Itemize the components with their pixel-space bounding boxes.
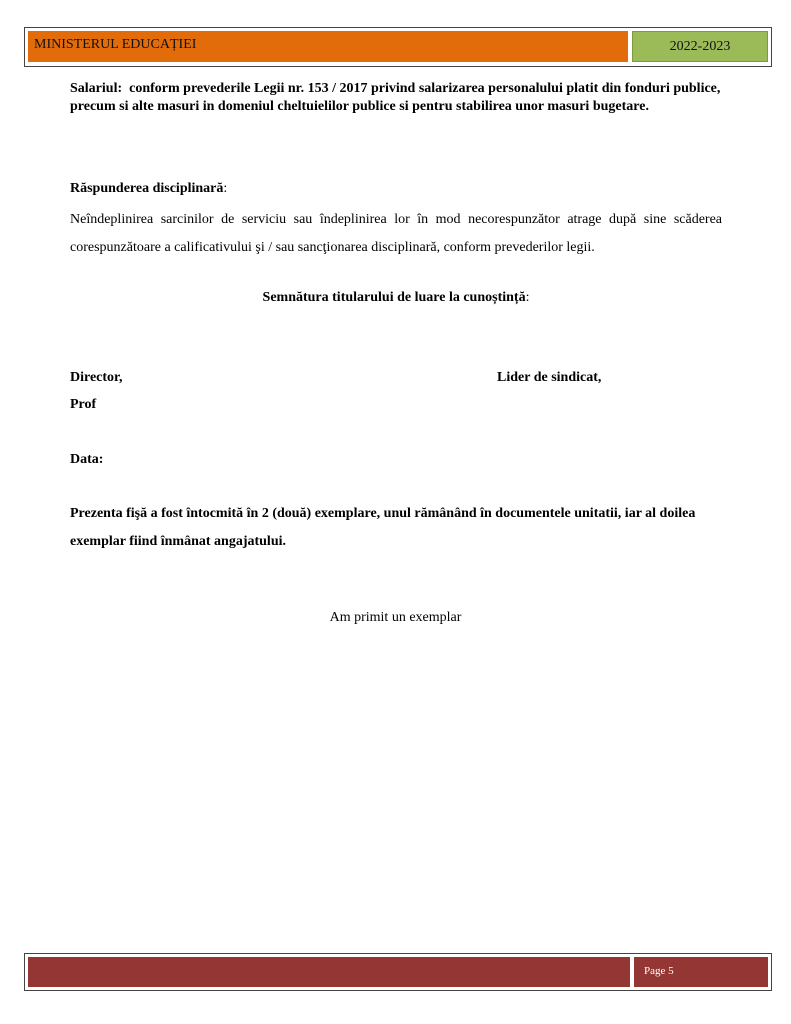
data-label: Data: [70, 452, 104, 467]
salariul-paragraph [70, 80, 722, 116]
header-year: 2022-2023 [632, 31, 768, 62]
prof-label: Prof [70, 397, 97, 412]
header-ministry: MINISTERUL EDUCAȚIEI [28, 31, 628, 62]
am-primit-text: Am primit un exemplar [329, 610, 462, 625]
prezenta-paragraph: Prezenta fişă a fost întocmită în 2 (două) exemplare, unul rămânând în documentele unitatii, iar al doilea exemplar fiind înmânat angajatului. [70, 506, 696, 549]
semnatura-line [70, 289, 722, 307]
lider-sindicat-label: Lider de sindicat, [497, 370, 602, 385]
raspundere-colon: : [223, 181, 228, 196]
semnatura-label: Semnătura titularului de luare la cunoștință [262, 290, 526, 305]
footer-bar [28, 957, 630, 987]
salariul-label: Salariul: [70, 81, 123, 96]
page-number: Page 5 [634, 957, 768, 987]
director-label: Director, [70, 370, 123, 385]
salariul-text: conform prevederile Legii nr. 153 / 2017 privind salarizarea personalului platit din fonduri publice, precum si alte masuri in domeniul cheltuielilor publice si pentru stabilirea unor masuri bugetare. [70, 81, 721, 114]
semnatura-colon: : [525, 290, 530, 305]
raspundere-title: Răspunderea disciplinară [70, 181, 224, 196]
raspundere-heading [70, 180, 722, 198]
raspundere-body: Neîndeplinirea sarcinilor de serviciu sau îndeplinirea lor în mod necorespunzător atrage după sine scăderea corespunzătoare a calificativului şi / sau sancţionarea disciplinară, conform prevederilor legii. [70, 212, 722, 255]
